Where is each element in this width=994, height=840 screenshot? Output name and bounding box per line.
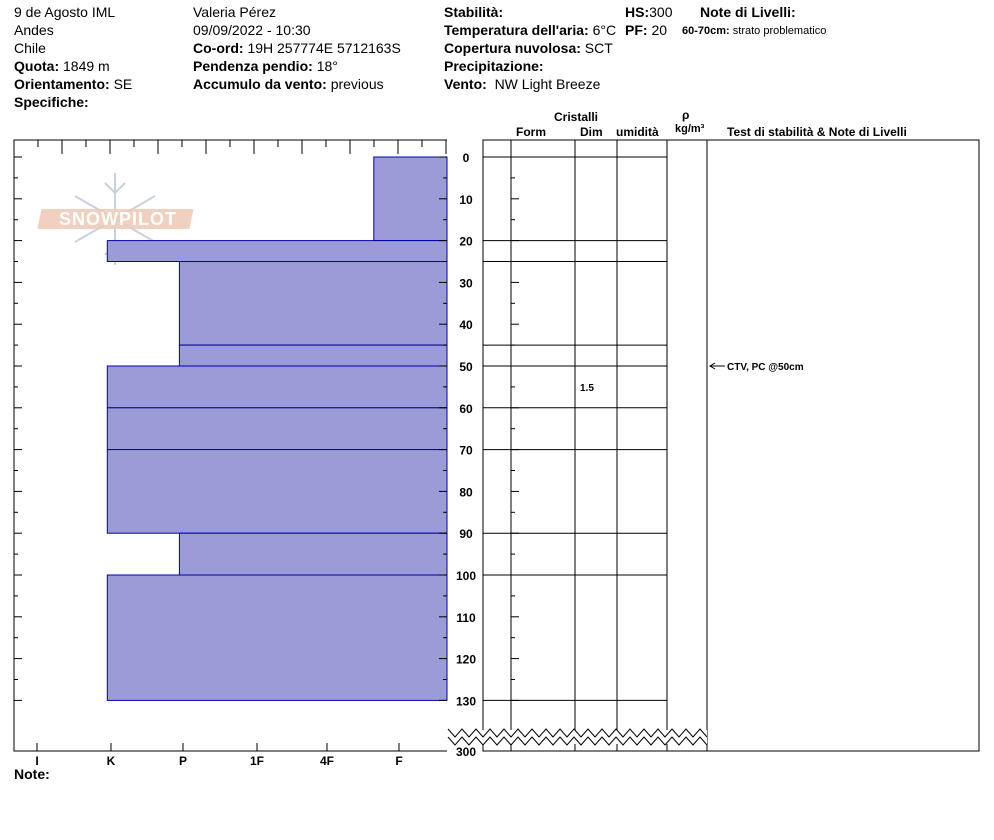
hardness-layer-bar bbox=[374, 157, 447, 241]
date-time: 09/09/2022 - 10:30 bbox=[193, 22, 311, 38]
note-livelli-entry: 60-70cm: strato problematico bbox=[682, 25, 827, 37]
hardness-scale-label: 1F bbox=[249, 754, 265, 768]
location-name: 9 de Agosto IML bbox=[14, 4, 116, 20]
pf-field: PF: 20 bbox=[625, 22, 668, 38]
depth-tick-label: 110 bbox=[456, 610, 476, 625]
hardness-layer-bar bbox=[107, 366, 447, 408]
hardness-scale-label: F bbox=[395, 754, 403, 768]
note-livelli-title: Note di Livelli: bbox=[700, 4, 796, 20]
depth-tick-label: 50 bbox=[459, 360, 473, 374]
depth-tick-label: 120 bbox=[455, 652, 477, 667]
depth-tick-label: 100 bbox=[455, 569, 477, 583]
temperatura-field: Temperatura dell'aria: 6°C bbox=[444, 22, 617, 38]
density-unit-header: kg/m³ bbox=[675, 123, 705, 135]
logo-text: SNOWPILOT bbox=[59, 209, 177, 229]
hardness-scale-label: P bbox=[178, 754, 188, 768]
hardness-scale-label: I bbox=[35, 754, 39, 768]
country-name: Chile bbox=[14, 40, 46, 56]
copertura-field: Copertura nuvolosa: SCT bbox=[444, 40, 613, 56]
depth-tick-label: 300 bbox=[455, 745, 477, 759]
specifiche-label: Specifiche: bbox=[14, 94, 89, 110]
hardness-layer-bar bbox=[107, 575, 447, 700]
note-label: Note: bbox=[14, 766, 50, 782]
cristalli-header: Cristalli bbox=[554, 110, 599, 124]
observer-name: Valeria Pérez bbox=[193, 4, 277, 20]
vento-field: Vento: NW Light Breeze bbox=[444, 76, 601, 92]
depth-tick-label: 20 bbox=[459, 234, 473, 249]
coord-field: Co-ord: 19H 257774E 5712163S bbox=[193, 40, 401, 56]
hardness-layer-bar bbox=[107, 408, 447, 450]
orientamento-field: Orientamento: SE bbox=[14, 76, 133, 92]
depth-tick-label: 30 bbox=[459, 276, 473, 291]
umidita-header: umidità bbox=[616, 125, 659, 139]
hardness-scale-label: 4F bbox=[319, 754, 335, 768]
range-name: Andes bbox=[14, 22, 54, 38]
depth-tick-label: 40 bbox=[459, 318, 473, 333]
accumulo-field: Accumulo da vento: previous bbox=[193, 76, 384, 92]
hardness-layer-bar bbox=[107, 241, 447, 262]
hardness-layer-bar bbox=[179, 533, 447, 575]
depth-tick-label: 70 bbox=[459, 443, 473, 458]
layers-table-frame bbox=[483, 140, 979, 751]
rho-header: ρ bbox=[682, 108, 690, 122]
stabilita-label: Stabilità: bbox=[444, 4, 504, 20]
tests-header: Test di stabilità & Note di Livelli bbox=[727, 125, 907, 139]
crystal-dim-value: 1.5 bbox=[580, 382, 594, 394]
depth-tick-label: 60 bbox=[459, 401, 473, 416]
hardness-layer-bar bbox=[107, 450, 447, 534]
pendenza-field: Pendenza pendio: 18° bbox=[193, 58, 338, 74]
quota-field: Quota: 1849 m bbox=[14, 58, 110, 74]
precipitazione-label: Precipitazione: bbox=[444, 58, 544, 74]
stability-test-label: CTV, PC @50cm bbox=[727, 362, 804, 373]
depth-tick-label: 10 bbox=[459, 192, 473, 207]
dim-header: Dim bbox=[580, 125, 603, 139]
depth-tick-label: 130 bbox=[455, 694, 477, 709]
hs-field: HS:300 bbox=[625, 4, 673, 20]
form-header: Form bbox=[516, 125, 546, 139]
hardness-layer-bar bbox=[179, 345, 447, 366]
hardness-scale-label: K bbox=[106, 754, 116, 768]
depth-tick-label: 0 bbox=[462, 151, 470, 165]
depth-tick-label: 90 bbox=[459, 527, 473, 542]
hardness-layer-bar bbox=[179, 262, 447, 346]
depth-tick-label: 80 bbox=[459, 485, 473, 500]
